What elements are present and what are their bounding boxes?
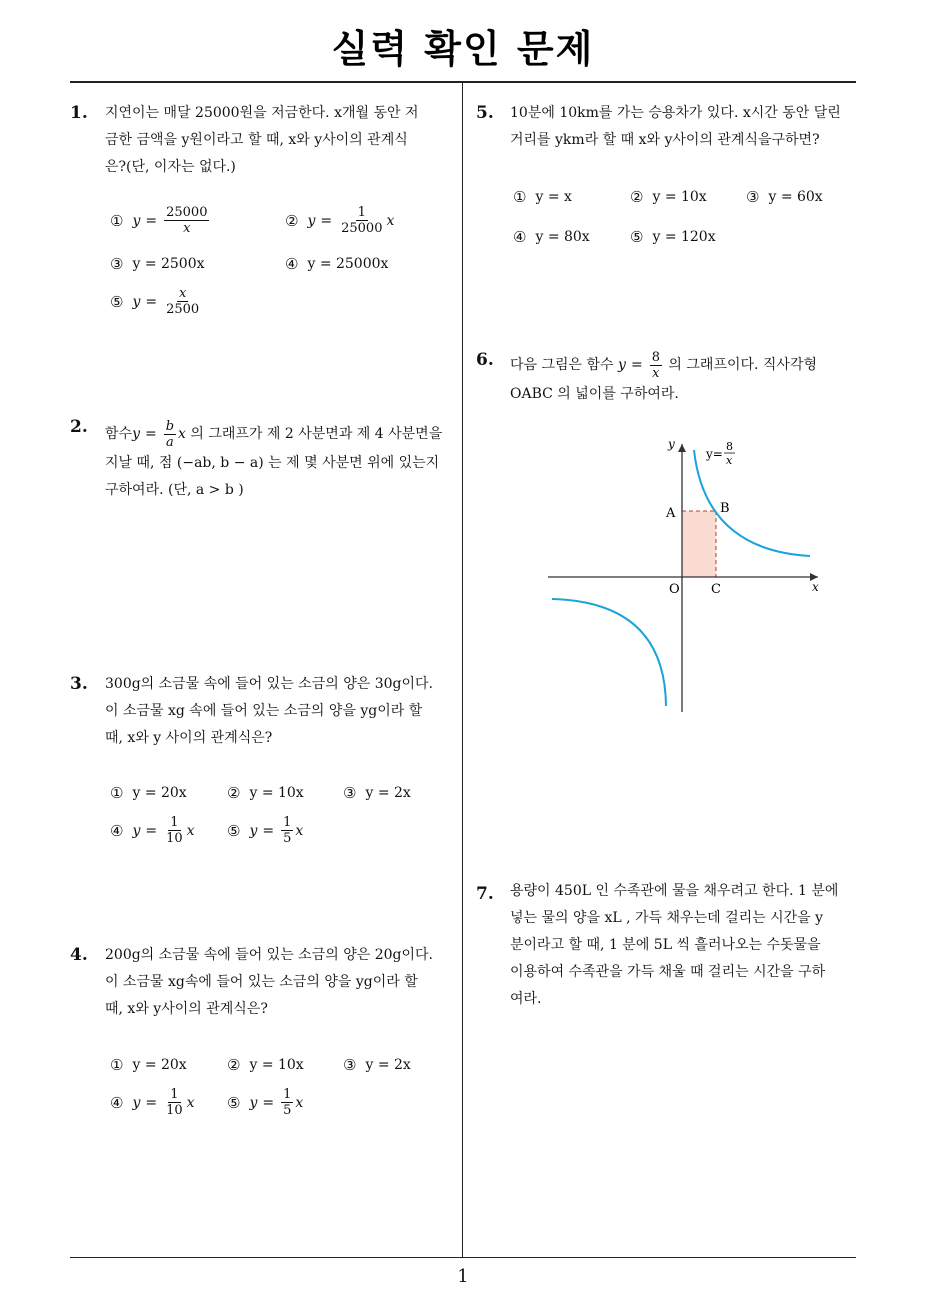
question-number: 4.	[70, 945, 88, 965]
choice-number: ①	[110, 211, 124, 230]
question-number: 5.	[476, 103, 494, 123]
choice-text: y = 25000x	[307, 256, 389, 272]
choice-text: y = 2x	[365, 1057, 411, 1073]
choice-3[interactable]	[110, 255, 205, 273]
math-eq: =	[144, 426, 157, 442]
choice-text: y = x	[535, 189, 572, 205]
question-line: 용량이 450L 인 수족관에 물을 채우려고 한다. 1 분에	[510, 883, 839, 899]
fraction-numerator: x	[178, 286, 187, 301]
choice-text: y = 10x	[652, 189, 707, 205]
choice-number: ③	[343, 1056, 357, 1074]
choice-text: y = 80x	[535, 229, 590, 245]
question-number: 1.	[70, 103, 88, 123]
choice-number: ③	[343, 784, 357, 802]
text-run: 함수	[105, 426, 133, 442]
choice-fraction	[339, 205, 384, 236]
choice-text: y = 20x	[132, 1057, 187, 1073]
choice-text: y = 2500x	[132, 256, 205, 272]
text-run: 의 그래프가 제 2 사분면과 제 4 사분면을	[185, 426, 443, 442]
point-label-o: O	[669, 582, 680, 597]
fraction-denominator: 10	[166, 831, 183, 846]
choice-eq: =	[145, 212, 158, 229]
question-line: OABC 의 넓이를 구하여라.	[510, 386, 679, 402]
point-label-b: B	[720, 501, 730, 516]
choice-fraction	[281, 815, 293, 846]
question-line: 금한 금액을 y원이라고 할 때, x와 y사이의 관계식	[105, 132, 408, 148]
question-line: 때, x와 y사이의 관계식은?	[105, 1001, 268, 1017]
choice-text: y = 120x	[652, 229, 716, 245]
question-number: 3.	[70, 674, 88, 694]
question-line: 여라.	[510, 991, 542, 1007]
question-number: 6.	[476, 350, 494, 370]
choice-number: ④	[110, 821, 124, 840]
fraction-numerator: 1	[357, 205, 366, 220]
fraction-denominator: 5	[283, 831, 292, 846]
rectangle-oabc	[682, 511, 716, 577]
question-line: 넣는 물의 양을 xL , 가득 채우는데 걸리는 시간을 y	[510, 910, 824, 926]
fraction-numerator: 8	[651, 350, 660, 365]
choice-3[interactable]	[746, 188, 823, 206]
point-label-c: C	[711, 582, 721, 597]
fraction-denominator: x	[183, 221, 191, 236]
choice-1[interactable]	[513, 188, 572, 206]
choice-fraction	[164, 1087, 185, 1118]
choice-fraction	[281, 1087, 293, 1118]
math-fraction	[650, 350, 662, 381]
question-line: 은?(단, 이자는 없다.)	[105, 159, 236, 175]
fraction-numerator: b	[165, 419, 175, 434]
question-line: 지연이는 매달 25000원을 저금한다. x개월 동안 저	[105, 105, 419, 121]
choice-5[interactable]	[227, 815, 303, 846]
text-run: 다음 그림은 함수	[510, 357, 619, 373]
choice-4[interactable]	[110, 1087, 195, 1118]
question-line: 200g의 소금물 속에 들어 있는 소금의 양은 20g이다.	[105, 947, 433, 963]
choice-eq: =	[320, 212, 333, 229]
choice-number: ②	[630, 188, 644, 206]
choice-lhs: y	[132, 1094, 141, 1111]
hyperbola-graph	[540, 430, 830, 720]
fraction-numerator: 1	[283, 815, 292, 830]
x-axis-label: x	[812, 580, 819, 594]
choice-4[interactable]	[285, 255, 388, 273]
question-line: 분이라고 할 때, 1 분에 5L 씩 흘러나오는 수돗물을	[510, 937, 821, 953]
fraction-denominator: 25000	[341, 221, 383, 236]
choice-tail: x	[295, 1094, 304, 1111]
choice-5[interactable]	[227, 1087, 303, 1118]
curve-label-numerator: 8	[726, 440, 733, 453]
choice-eq: =	[145, 293, 158, 310]
math-var: y	[132, 426, 140, 442]
choice-number: ④	[513, 228, 527, 246]
question-text	[105, 942, 455, 1023]
question-line: 때, x와 y 사이의 관계식은?	[105, 730, 273, 746]
math-eq: =	[630, 357, 643, 373]
choice-text: y = 10x	[249, 1057, 304, 1073]
bottom-rule	[70, 1257, 856, 1258]
question-line: 이용하여 수족관을 가득 채울 때 걸리는 시간을 구하	[510, 964, 826, 980]
choice-4[interactable]	[513, 228, 590, 246]
choice-5[interactable]	[110, 286, 203, 317]
y-axis-arrow	[678, 444, 686, 452]
choice-lhs: y	[132, 293, 141, 310]
choice-3[interactable]	[343, 1056, 411, 1074]
choice-number: ⑤	[110, 292, 124, 311]
math-fraction	[164, 419, 176, 450]
fraction-denominator: 5	[283, 1103, 292, 1118]
question-line: 지날 때, 점 (−ab, b − a) 는 제 몇 사분면 위에 있는지	[105, 455, 440, 471]
question-line	[510, 350, 858, 381]
question-text	[510, 878, 858, 1013]
column-divider	[462, 83, 463, 1257]
choice-text: y = 2x	[365, 785, 411, 801]
fraction-numerator: 1	[283, 1087, 292, 1102]
choice-lhs: y	[307, 212, 316, 229]
choice-eq: =	[262, 822, 275, 839]
choice-text: y = 60x	[768, 189, 823, 205]
choice-2[interactable]	[630, 188, 707, 206]
choice-fraction	[164, 205, 209, 236]
choice-number: ①	[513, 188, 527, 206]
math-var: x	[178, 426, 186, 442]
choice-number: ⑤	[227, 1093, 241, 1112]
math-var: y	[618, 357, 626, 373]
choice-lhs: y	[249, 822, 258, 839]
question-text	[105, 419, 455, 504]
choice-eq: =	[145, 822, 158, 839]
choice-number: ①	[110, 1056, 124, 1074]
y-axis-label: y	[668, 437, 675, 451]
curve-label-lhs: y=	[706, 447, 723, 461]
choice-lhs: y	[132, 822, 141, 839]
choice-2[interactable]	[285, 205, 394, 236]
page-title: 실력 확인 문제	[331, 27, 595, 71]
curve-label-denominator: x	[726, 454, 733, 467]
choice-fraction	[164, 815, 185, 846]
fraction-numerator: 1	[170, 815, 179, 830]
question-line: 10분에 10km를 가는 승용차가 있다. x시간 동안 달린	[510, 105, 841, 121]
question-number: 2.	[70, 417, 88, 437]
question-line: 이 소금물 xg 속에 들어 있는 소금의 양을 yg이라 할	[105, 703, 423, 719]
choice-number: ③	[746, 188, 760, 206]
fraction-denominator: 2500	[166, 302, 200, 317]
choice-number: ②	[285, 211, 299, 230]
question-text	[105, 100, 455, 181]
fraction-numerator: 1	[170, 1087, 179, 1102]
choice-2[interactable]	[227, 784, 304, 802]
choice-4[interactable]	[110, 815, 195, 846]
choice-tail: x	[386, 212, 395, 229]
choice-fraction	[164, 286, 201, 317]
choice-2[interactable]	[227, 1056, 304, 1074]
choice-number: ③	[110, 255, 124, 273]
choice-eq: =	[262, 1094, 275, 1111]
choice-number: ④	[285, 255, 299, 273]
question-text	[510, 350, 858, 408]
choice-number: ⑤	[227, 821, 241, 840]
choice-lhs: y	[249, 1094, 258, 1111]
point-label-a: A	[666, 506, 676, 521]
question-text	[105, 671, 455, 752]
choice-3[interactable]	[343, 784, 411, 802]
choice-number: ④	[110, 1093, 124, 1112]
fraction-denominator: a	[166, 435, 174, 450]
fraction-denominator: x	[652, 366, 660, 381]
top-rule	[70, 81, 856, 83]
fraction-numerator: 25000	[166, 205, 208, 220]
question-number: 7.	[476, 884, 494, 904]
question-line: 이 소금물 xg속에 들어 있는 소금의 양을 yg이라 할	[105, 974, 418, 990]
choice-tail: x	[295, 822, 304, 839]
choice-number: ②	[227, 784, 241, 802]
question-line: 거리를 ykm라 할 때 x와 y사이의 관계식을구하면?	[510, 132, 820, 148]
fraction-denominator: 10	[166, 1103, 183, 1118]
choice-text: y = 10x	[249, 785, 304, 801]
text-run: 의 그래프이다. 직사각형	[663, 357, 818, 373]
choice-number: ⑤	[630, 228, 644, 246]
question-line: 300g의 소금물 속에 들어 있는 소금의 양은 30g이다.	[105, 676, 433, 692]
choice-eq: =	[145, 1094, 158, 1111]
question-line	[105, 419, 455, 450]
hyperbola-branch-q3	[552, 599, 666, 706]
question-line: 구하여라. (단, a > b )	[105, 482, 244, 498]
choice-1[interactable]	[110, 205, 211, 236]
choice-number: ②	[227, 1056, 241, 1074]
choice-5[interactable]	[630, 228, 716, 246]
choice-lhs: y	[132, 212, 141, 229]
choice-tail: x	[186, 822, 195, 839]
choice-number: ①	[110, 784, 124, 802]
choice-tail: x	[186, 1094, 195, 1111]
page-number: 1	[457, 1266, 469, 1287]
choice-text: y = 20x	[132, 785, 187, 801]
choice-1[interactable]	[110, 1056, 187, 1074]
question-text	[510, 100, 858, 154]
choice-1[interactable]	[110, 784, 187, 802]
